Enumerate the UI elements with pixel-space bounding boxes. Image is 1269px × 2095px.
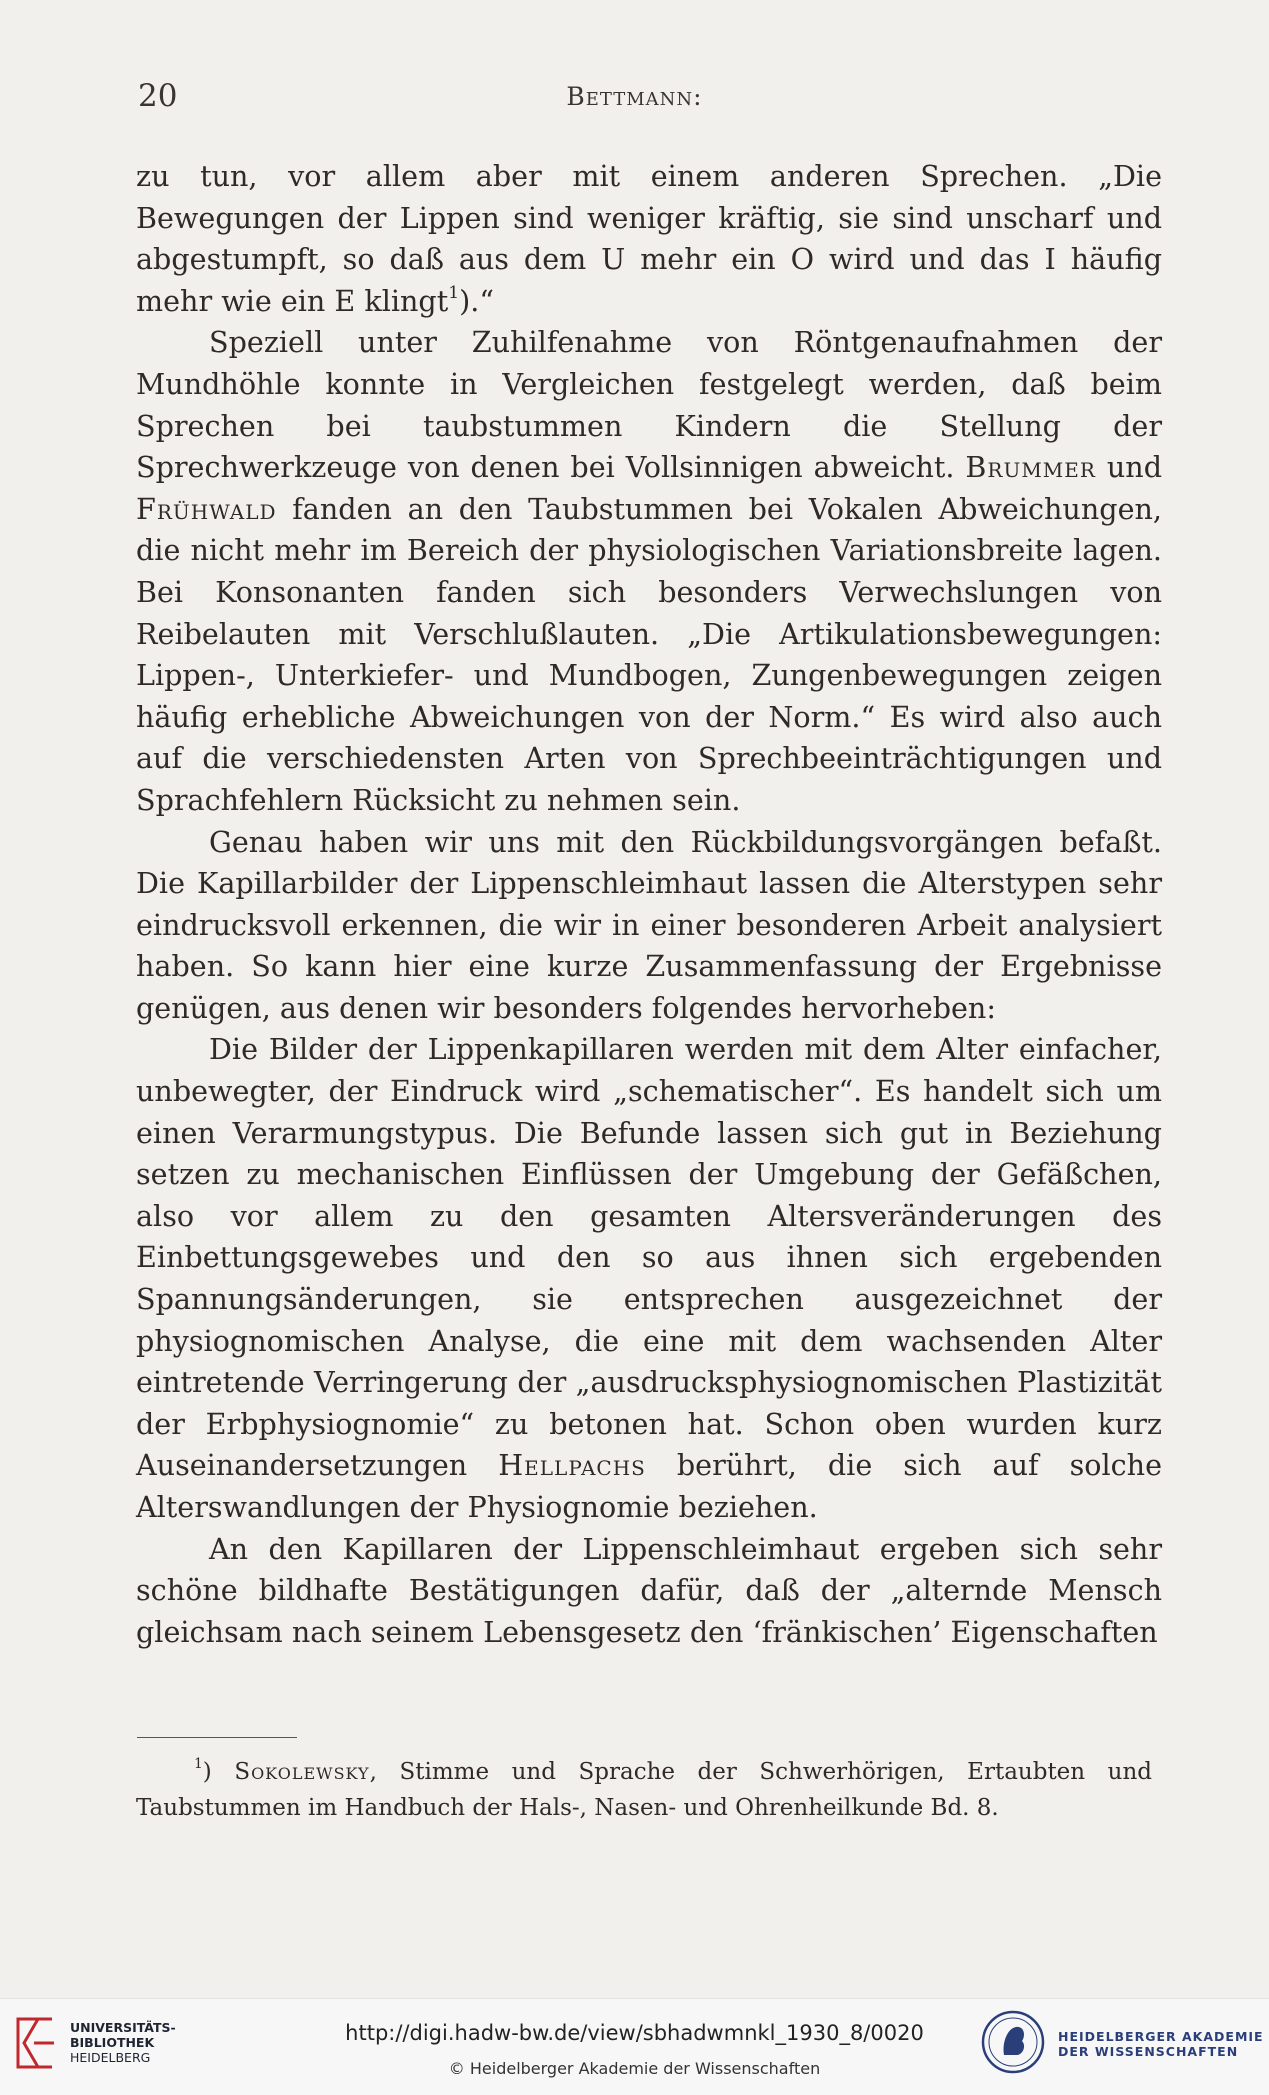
page-number: 20	[138, 78, 178, 114]
author-name: Brummer	[965, 450, 1096, 485]
academy-seal-icon[interactable]	[980, 2009, 1046, 2075]
footnote: $^1$) Sokolewsky, Stimme und Sprache der Schwerhörigen, Ertaubten und Taubstummen im Handbuch der Hals-, Nasen- und Ohrenheilkunde Bd. 8.	[136, 1756, 1153, 1821]
copyright-notice: © Heidelberger Akademie der Wissenschaften	[448, 2059, 821, 2078]
author-name: Frühwald	[136, 491, 277, 526]
viewer-footer	[0, 1998, 1269, 2095]
paragraph: An den Kapillaren der Lippenschleimhaut ergeben sich sehr schöne bildhafte Bestätigungen dafür, daß der „alternde Mensch gleichsam nach seinem Lebensgesetz den ‘fränkischen’ Eigenschaften	[136, 1531, 1162, 1649]
library-name: UNIVERSITÄTS- BIBLIOTHEK HEIDELBERG	[70, 2020, 176, 2065]
running-header	[0, 78, 1269, 118]
paragraph: Speziell unter Zuhilfenahme von Röntgenaufnahmen der Mundhöhle konnte in Vergleichen festgelegt werden, daß beim Sprechen bei taubstummen Kindern die Stellung der Sprechwerkzeuge von denen bei Vollsinnigen abweicht. Brummer und Frühwald fanden an den Taubstummen bei Vokalen Abweichungen, die nicht mehr im Bereich der physiologischen Variationsbreite lagen. Bei Konsonanten fanden sich besonders Verwechslungen von Reibelauten mit Verschlußlauten. „Die Artikulationsbewegungen: Lippen-, Unterkiefer- und Mundbogen, Zungenbewegungen zeigen häufig erhebliche Abweichungen von der Norm.“ Es wird also auch auf die verschiedensten Arten von Sprechbeeinträchtigungen und Sprachfehlern Rücksicht zu nehmen sein.	[136, 325, 1162, 817]
footnote-ref: 1	[448, 282, 460, 303]
footnote-rule	[137, 1737, 297, 1738]
paragraph: Genau haben wir uns mit den Rückbildungsvorgängen befaßt. Die Kapillarbilder der Lippenschleimhaut lassen die Alterstypen sehr eindrucksvoll erkennen, die wir in einer besonderen Arbeit analysiert haben. So kann hier eine kurze Zusammenfassung der Ergebnisse genügen, aus denen wir besonders folgendes hervorheben:	[136, 824, 1162, 1025]
paragraph: zu tun, vor allem aber mit einem anderen Sprechen. „Die Bewegungen der Lippen sind weniger kräftig, sie sind unscharf und abgestumpft, so daß aus dem U mehr ein O wird und das I häufig mehr wie ein E klingt$^1$).“	[136, 159, 1162, 318]
author-name: Hellpachs	[498, 1448, 646, 1483]
paragraph: Die Bilder der Lippenkapillaren werden mit dem Alter einfacher, unbewegter, der Eindruck wird „schematischer“. Es handelt sich um einen Verarmungstypus. Die Befunde lassen sich gut in Beziehung setzen zu mechanischen Einflüssen der Umgebung der Gefäßchen, also vor allem zu den gesamten Altersveränderungen des Einbettungsgewebes und den so aus ihnen sich ergebenden Spannungsänderungen, sie entsprechen ausgezeichnet der physiognomischen Analyse, die eine mit dem wachsenden Alter eintretende Verringerung der „ausdrucksphysiognomischen Plastizität der Erbphysiognomie“ zu betonen hat. Schon oben wurden kurz Auseinandersetzungen Hellpachs berührt, die sich auf solche Alterswandlungen der Physiognomie beziehen.	[136, 1032, 1162, 1524]
running-title: Bettmann:	[566, 82, 703, 111]
body-text	[136, 156, 1162, 1653]
permalink-url[interactable]: http://digi.hadw-bw.de/view/sbhadwmnkl_1930_8/0020	[345, 2021, 924, 2045]
academy-name: HEIDELBERGER AKADEMIE DER WISSENSCHAFTEN	[1058, 2029, 1264, 2059]
author-name: Sokolewsky	[234, 1759, 370, 1785]
